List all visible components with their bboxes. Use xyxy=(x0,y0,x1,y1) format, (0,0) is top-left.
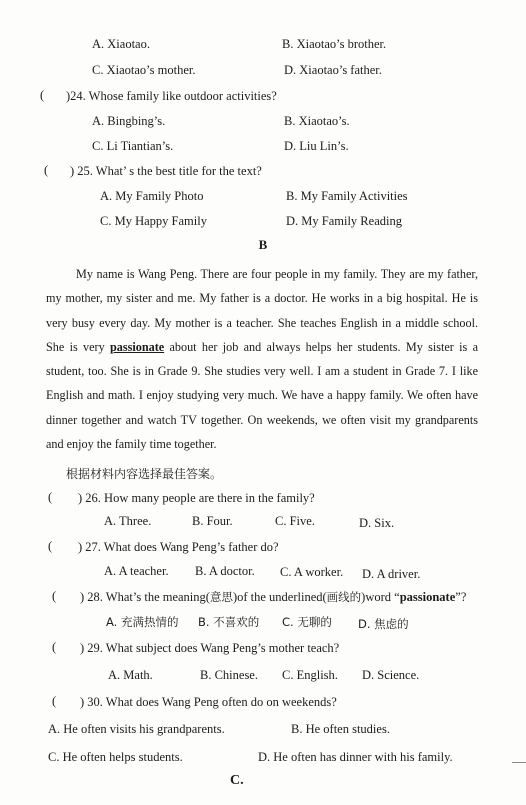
q28-text-cn1: 意思 xyxy=(209,590,233,604)
q26-question: ) 26. How many people are there in the family? xyxy=(78,491,315,505)
q24-option-c: C. Li Tiantian’s. xyxy=(92,139,174,153)
q24-question: )24. Whose family like outdoor activities? xyxy=(66,89,277,103)
q28-text-pre: ) 28. What’s the meaning( xyxy=(80,590,210,604)
q27-option-a: A. A teacher. xyxy=(104,564,169,578)
q27-answer-paren: ( xyxy=(48,539,53,553)
q27-option-d: D. A driver. xyxy=(362,567,421,581)
q28-question xyxy=(80,589,466,605)
q29-option-d: D. Science. xyxy=(362,668,420,682)
underlined-word: passionate xyxy=(109,339,165,354)
q28-option-a: A. 充满热情的 xyxy=(106,615,179,629)
q26-answer-paren: ( xyxy=(48,490,53,504)
q30-question: ) 30. What does Wang Peng often do on weekends? xyxy=(80,695,337,709)
q29-option-a: A. Math. xyxy=(108,668,153,682)
q28-option-d: D. 焦虑的 xyxy=(358,617,409,631)
q28-text-post: )word “ xyxy=(361,590,400,604)
q28-text-end: ”? xyxy=(455,590,467,604)
q29-answer-paren: ( xyxy=(52,640,57,654)
q25-option-d: D. My Family Reading xyxy=(286,214,402,228)
passage-text-2: about her job and always helps her students. My sister is a student, too. She is in Grade 9. She studies very well. I am a student in Grade 7. I like English and math. I enjoy studying very much. We have a happy family. We often have dinner together and watch TV together. On weekends, we often visit my grandparents and enjoy the family time together. xyxy=(46,339,478,452)
q28-text-mid: )of the underlined( xyxy=(232,590,327,604)
q27-option-c: C. A worker. xyxy=(280,565,344,579)
q24-option-b: B. Xiaotao’s. xyxy=(284,114,350,128)
q26-option-c: C. Five. xyxy=(275,514,315,528)
q27-option-b: B. A doctor. xyxy=(195,564,255,578)
q30-option-b: B. He often studies. xyxy=(291,722,390,736)
q29-option-b: B. Chinese. xyxy=(200,668,258,682)
section-b-heading: B xyxy=(258,237,268,252)
q23-option-b: B. Xiaotao’s brother. xyxy=(282,37,387,51)
q25-option-c: C. My Happy Family xyxy=(100,214,207,228)
q26-option-a: A. Three. xyxy=(104,514,152,528)
q29-question: ) 29. What subject does Wang Peng’s mother teach? xyxy=(80,641,340,655)
q23-option-d: D. Xiaotao’s father. xyxy=(284,63,382,77)
q23-option-a: A. Xiaotao. xyxy=(92,37,150,51)
q26-option-b: B. Four. xyxy=(192,514,233,528)
q25-option-b: B. My Family Activities xyxy=(286,189,408,203)
q24-option-d: D. Liu Lin’s. xyxy=(284,139,349,153)
q28-option-c: C. 无聊的 xyxy=(282,615,332,629)
q28-text-word: passionate xyxy=(399,590,456,604)
q25-question: ) 25. What’ s the best title for the text? xyxy=(70,164,262,178)
q23-option-c: C. Xiaotao’s mother. xyxy=(92,63,196,77)
q24-option-a: A. Bingbing’s. xyxy=(92,114,166,128)
section-c-heading: C. xyxy=(230,773,244,788)
q30-answer-paren: ( xyxy=(52,694,57,708)
q25-option-a: A. My Family Photo xyxy=(100,189,204,203)
q28-option-b: B. 不喜欢的 xyxy=(198,615,260,629)
instruction-text: 根据材料内容选择最佳答案。 xyxy=(66,467,223,481)
passage-paragraph xyxy=(46,262,478,456)
q30-option-a: A. He often visits his grandparents. xyxy=(48,722,225,736)
q27-question: ) 27. What does Wang Peng’s father do? xyxy=(78,540,279,554)
reading-passage xyxy=(46,262,478,456)
q25-answer-paren: ( xyxy=(44,163,49,177)
q24-answer-paren: ( xyxy=(40,88,45,102)
q26-option-d: D. Six. xyxy=(359,516,395,530)
q28-text-cn2: 画线的 xyxy=(326,590,362,604)
q28-answer-paren: ( xyxy=(52,589,57,603)
q30-option-d: D. He often has dinner with his family. xyxy=(258,750,453,764)
passage-text-1: My name is Wang Peng. There are four people in my family. They are my father, my mother, my sister and me. My father is a doctor. He works in a big hospital. He is very busy every day. My mother is a teacher. She teaches English in a middle school. She is very xyxy=(46,267,478,354)
q30-option-c: C. He often helps students. xyxy=(48,750,183,764)
page-edge-divider xyxy=(512,762,526,763)
q29-option-c: C. English. xyxy=(282,668,338,682)
